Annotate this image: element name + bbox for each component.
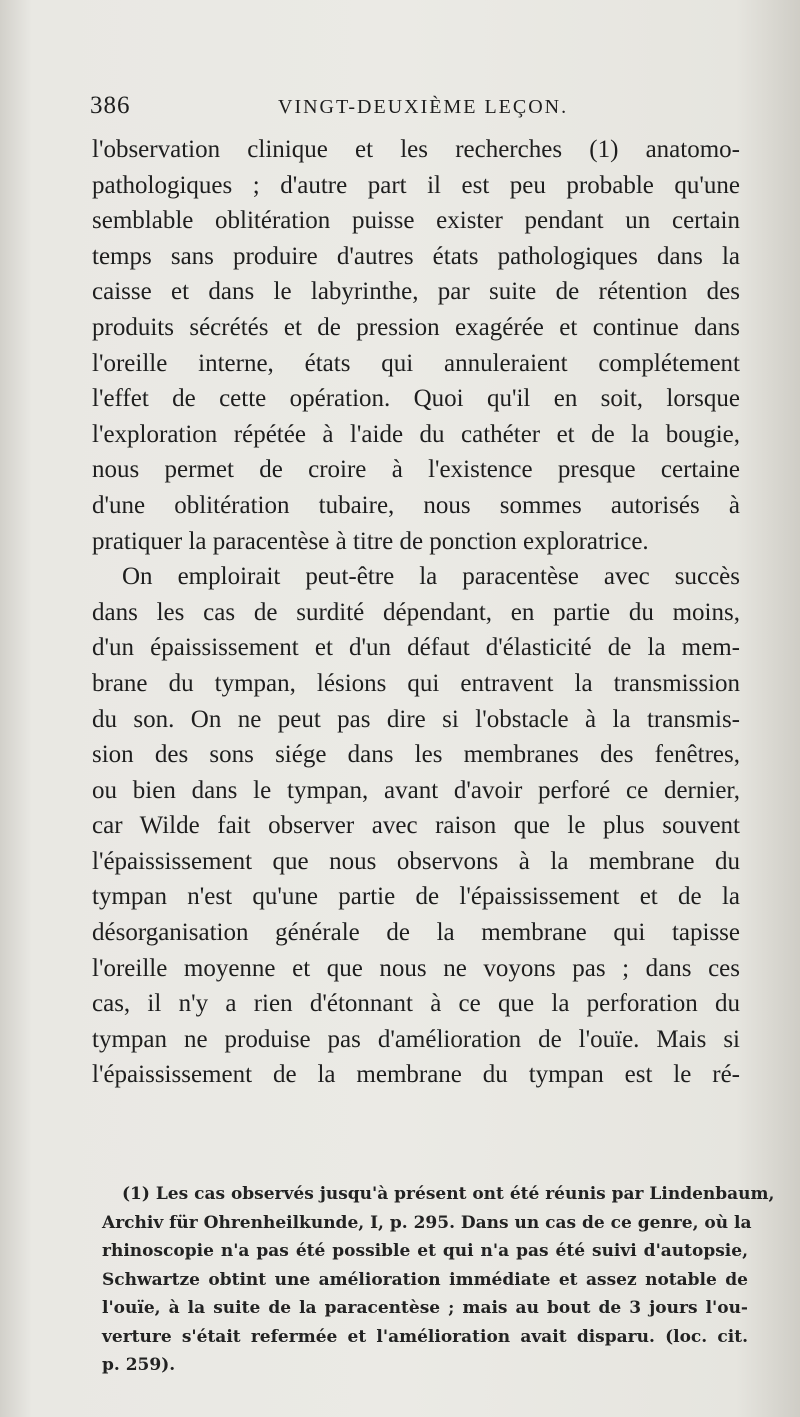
text-line: l'effet de cette opération. Quoi qu'il en soit, lorsque (92, 385, 740, 413)
text-line: pathologiques ; d'autre part il est peu probable qu'une (92, 171, 740, 199)
text-line: d'un épaississement et d'un défaut d'élasticité de la mem- (92, 634, 740, 662)
text-line: ou bien dans le tympan, avant d'avoir perforé ce dernier, (92, 776, 740, 804)
text-line: On emploirait peut-être la paracentèse avec succès (122, 563, 740, 591)
text-line: l'épaississement de la membrane du tympan est le ré- (92, 1061, 740, 1089)
text-line: désorganisation générale de la membrane qui tapisse (92, 919, 740, 947)
footnote-line: p. 259). (102, 1355, 176, 1375)
text-line: sion des sons siége dans les membranes des fenêtres, (92, 741, 740, 769)
page-number: 386 (90, 92, 131, 119)
text-line: car Wilde fait observer avec raison que le plus souvent (92, 812, 740, 840)
text-line: nous permet de croire à l'existence presque certaine (92, 456, 740, 484)
text-line: l'oreille interne, états qui annuleraient complétement (92, 349, 740, 377)
text-line: produits sécrétés et de pression exagérée et continue dans (92, 313, 740, 341)
text-line: l'épaississement que nous observons à la membrane du (92, 847, 740, 875)
main-text (92, 132, 740, 1093)
text-line: tympan ne produise pas d'amélioration de l'ouïe. Mais si (92, 1025, 740, 1053)
text-line: dans les cas de surdité dépendant, en partie du moins, (92, 598, 740, 626)
footnote-line: rhinoscopie n'a pas été possible et qui n'a pas été suivi d'autopsie, (102, 1241, 748, 1261)
footnote-line: (1) Les cas observés jusqu'à présent ont été réunis par Lindenbaum, (122, 1184, 775, 1204)
text-line: l'oreille moyenne et que nous ne voyons pas ; dans ces (92, 954, 740, 982)
page-header (90, 92, 750, 126)
text-line: l'exploration répétée à l'aide du cathéter et de la bougie, (92, 420, 740, 448)
text-line: semblable oblitération puisse exister pendant un certain (92, 207, 740, 235)
text-line: d'une oblitération tubaire, nous sommes autorisés à (92, 491, 740, 519)
footnote-line: l'ouïe, à la suite de la paracentèse ; mais au bout de 3 jours l'ou- (102, 1298, 748, 1318)
text-line: temps sans produire d'autres états pathologiques dans la (92, 242, 740, 270)
footnote-line: Archiv für Ohrenheilkunde, I, p. 295. Dans un cas de ce genre, où la (102, 1212, 752, 1233)
text-line: l'observation clinique et les recherches (1) anatomo- (92, 136, 740, 163)
footnote-line: verture s'était refermée et l'amélioration avait disparu. (loc. cit. (102, 1326, 748, 1347)
text-line: tympan n'est qu'une partie de l'épaississement et de la (92, 883, 740, 911)
text-line: du son. On ne peut pas dire si l'obstacle à la transmis- (92, 705, 740, 733)
text-line: caisse et dans le labyrinthe, par suite de rétention des (92, 278, 740, 306)
footnote-line: Schwartze obtint une amélioration immédiate et assez notable de (102, 1269, 748, 1290)
text-line: pratiquer la paracentèse à titre de ponction exploratrice. (92, 527, 649, 555)
running-head: VINGT-DEUXIÈME LEÇON. (278, 96, 569, 118)
text-line: brane du tympan, lésions qui entravent la transmission (92, 669, 740, 697)
footnote (102, 1180, 775, 1380)
text-line: cas, il n'y a rien d'étonnant à ce que la perforation du (92, 990, 740, 1018)
